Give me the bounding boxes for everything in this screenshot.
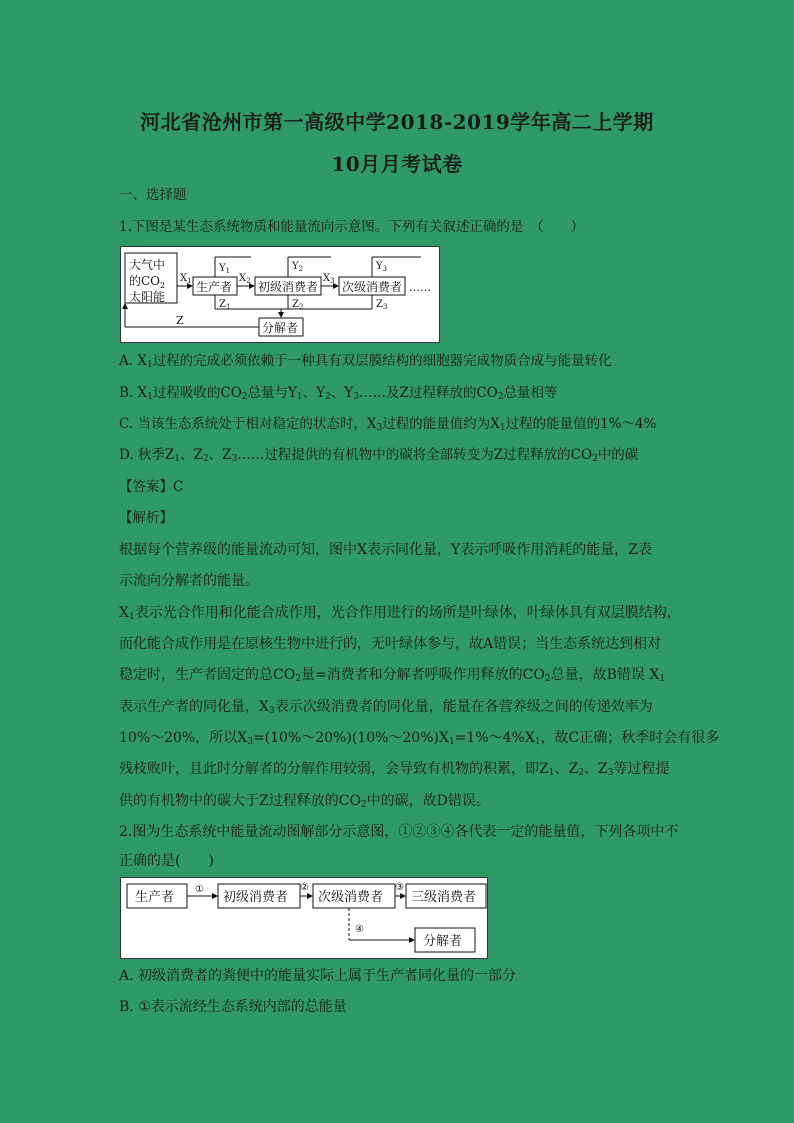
y2-label: Y	[292, 261, 299, 272]
svg-text:Y3: $Y_3$	[376, 261, 388, 273]
svg-text:的CO2	[129, 274, 165, 290]
analysis-line-2: 示流向分解者的能量。	[119, 573, 259, 589]
analysis-line-9: 供的有机物中的碳大于Z过程释放的$CO_2$中的碳，故D错误。	[119, 793, 490, 810]
svg-text:X3: $X_3$	[323, 273, 335, 285]
q1-stem: 1.下图是某生态系统物质和能量流向示意图。下列有关叙述正确的是 （ ）	[119, 219, 585, 235]
x3-label: X	[323, 273, 331, 284]
svg-text:Y2: $Y_2$	[292, 261, 304, 273]
svg-text:X2: $X_2$	[239, 273, 251, 285]
q1-primary-box: 初级消费者	[258, 280, 319, 294]
q1-option-a: A. $X_1$过程的完成必须依赖于一种具有双层膜结构的细胞器完成物质合成与能量转化	[119, 353, 612, 370]
q2-tertiary-box: 三级消费者	[411, 890, 477, 905]
q2-secondary-box: 次级消费者	[318, 890, 384, 905]
analysis-line-5: 稳定时，生产者固定的总$CO_2$量=消费者和分解者呼吸作用释放的$CO_2$总量，故B错误 $X_1$	[119, 667, 666, 684]
svg-text:Z3: $Z_3$	[376, 299, 388, 311]
analysis-line-1: 根据每个营养级的能量流动可知，图中X表示同化量，Y表示呼吸作用消耗的能量，Z表	[119, 542, 652, 558]
q2-producer-box: 生产者	[135, 890, 175, 905]
q1-option-c: C. 当该生态系统处于相对稳定的状态时，$X_3$过程的能量值约为$X_1$过程的能量值的1%～4%	[119, 416, 657, 433]
marker-1: ①	[195, 884, 204, 895]
doc-title-line1: 河北省沧州市第一高级中学2018-2019学年高二上学期	[140, 110, 654, 134]
svg-text:Z2: $Z_2$	[292, 299, 304, 311]
q2-stem-line1: 2.图为生态系统中能量流动图解部分示意图，①②③④各代表一定的能量值，下列各项中不	[119, 824, 679, 840]
x2-label: X	[239, 273, 247, 284]
source-line2: 的CO	[129, 274, 161, 288]
q1-dots: ……	[409, 281, 431, 294]
q2-stem-line2: 正确的是( )	[119, 853, 214, 869]
analysis-line-3: $X_1$表示光合作用和化能合成作用，光合作用进行的场所是叶绿体，叶绿体具有双层膜结构，	[119, 605, 681, 622]
q1-secondary-box: 次级消费者	[342, 280, 403, 294]
q1-producer-box: 生产者	[196, 280, 233, 294]
z2-label: Z	[292, 299, 299, 310]
q1-diagram	[120, 246, 440, 343]
q1-analysis-label: 【解析】	[119, 510, 173, 526]
z3-label: Z	[376, 299, 383, 310]
z1-label: Z	[219, 299, 226, 310]
source-sub: 2	[160, 281, 166, 290]
q2-primary-box: 初级消费者	[223, 890, 289, 905]
y1-label: Y	[219, 263, 226, 274]
q1-decomposer-box: 分解者	[262, 321, 299, 335]
source-line3: 太阳能	[129, 290, 166, 304]
q2-decomposer-box: 分解者	[423, 934, 463, 949]
section-heading: 一、选择题	[119, 187, 187, 203]
analysis-line-8: 残枝败叶，且此时分解者的分解作用较弱，会导致有机物的积累，即$Z_1$、$Z_2$、$Z_3$等过程提	[119, 761, 670, 778]
analysis-line-4: 而化能合成作用是在原核生物中进行的，无叶绿体参与，故A错误；当生态系统达到相对	[119, 636, 662, 652]
marker-2: ②	[300, 882, 309, 893]
analysis-line-7: 10%～20%，所以$X_3=(10\%\sim 20\%)(10\%\sim 20\%)X_1=1\%\sim 4\%X_1$，故C正确；秋季时会有很多	[119, 730, 720, 747]
doc-title-line2: 10月月考试卷	[331, 152, 463, 176]
svg-text:X1: $X_1$	[180, 273, 192, 285]
marker-4: ④	[355, 924, 364, 935]
q2-option-b: B. ①表示流经生态系统内部的总能量	[119, 999, 347, 1015]
q1-answer: 【答案】C	[119, 479, 184, 495]
analysis-line-6: 表示生产者的同化量，$X_3$表示次级消费者的同化量，能量在各营养级之间的传递效率为	[119, 699, 653, 716]
svg-text:Z1: $Z_1$	[219, 299, 231, 311]
source-line1: 大气中	[129, 258, 166, 272]
z-label: Z	[176, 314, 184, 327]
x1-label: X	[180, 273, 188, 284]
q2-option-a: A. 初级消费者的粪便中的能量实际上属于生产者同化量的一部分	[119, 968, 517, 984]
marker-3: ③	[395, 882, 404, 893]
q1-option-b: B. $X_1$过程吸收的$CO_2$总量与$Y_1$、$Y_2$、$Y_3\dots\dots$及Z过程释放的$CO_2$总量相等	[119, 385, 558, 402]
q1-option-d: D. 秋季$Z_1$、$Z_2$、$Z_3\dots\dots$过程提供的有机物中的碳将全部转变为Z过程释放的$CO_2$中的碳	[119, 447, 639, 464]
y3-label: Y	[376, 261, 383, 272]
svg-text:Y1: $Y_1$	[219, 263, 231, 275]
q2-diagram	[120, 877, 488, 959]
